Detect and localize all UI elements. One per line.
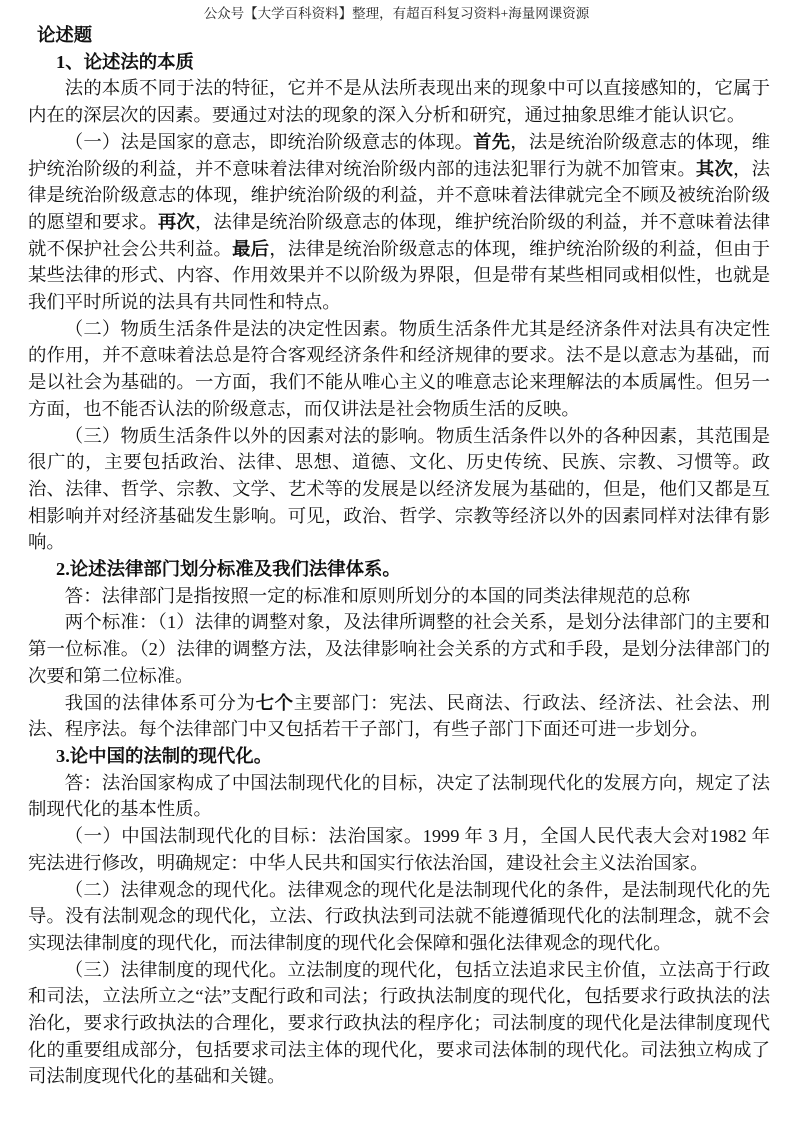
section-2-heading: 2.论述法律部门划分标准及我们法律体系。 xyxy=(56,559,401,580)
text-run: 我国的法律体系可分为 xyxy=(64,692,256,713)
section-3-heading: 3.论中国的法制的现代化。 xyxy=(56,745,273,766)
section-1-heading: 1、论述法的本质 xyxy=(56,51,194,72)
section-2-standards: 两个标准：（1）法律的调整对象，及法律所调整的社会关系，是划分法律部门的主要和第一位标准。（2）法律的调整方法，及法律影响社会关系的方式和手段，是划分法律部门的次要和第二位标准。 xyxy=(28,612,770,686)
document-body xyxy=(28,22,770,1090)
text-run: ，法律是统治阶级意志的体现，维护统治阶级的利益，并不意味着法律就不保护社会公共利益。 xyxy=(28,211,770,259)
section-3-point-1: （一）中国法制现代化的目标：法治国家。1999 年 3 月，全国人民代表大会对1982 年宪法进行修改，明确规定：中华人民共和国实行依法治国，建设社会主义法治国家。 xyxy=(28,826,770,873)
text-run: ，法律是统治阶级意志的体现，维护统治阶级的利益，但由于某些法律的形式、内容、作用效果并不以阶级为界限，但是带有某些相同或相似性，也就是我们平时所说的法具有共同性和特点。 xyxy=(28,238,770,313)
bold-run: 七个 xyxy=(255,692,294,713)
section-2-system xyxy=(28,690,770,743)
bold-run: 再次 xyxy=(157,211,195,232)
section-2-answer: 答：法律部门是指按照一定的标准和原则所划分的本国的同类法律规范的总称 xyxy=(64,585,691,606)
text-run: ，法律是统治阶级意志的体现，维护统治阶级的利益，并不意味着法律就完全不顾及被统治阶级的愿望和要求。 xyxy=(28,158,770,232)
section-1-point-3: （三）物质生活条件以外的因素对法的影响。物质生活条件以外的各种因素，其范围是很广的，主要包括政治、法律、思想、道德、文化、历史传统、民族、宗教、习惯等。政治、法律、哲学、宗教、文学、艺术等的发展是以经济发展为基础的，但是，他们又都是互相影响并对经济基础发生影响。可见，政治、哲学、宗教等经济以外的因素同样对法律有影响。 xyxy=(28,425,770,553)
section-1-intro: 法的本质不同于法的特征，它并不是从法所表现出来的现象中可以直接感知的，它属于内在的深层次的因素。要通过对法的现象的深入分析和研究，通过抽象思维才能认识它。 xyxy=(28,78,770,126)
page-header: 公众号【大学百科资料】整理，有超百科复习资料+海量网课资源 xyxy=(203,6,590,21)
text-run: （一）法是国家的意志，即统治阶级意志的体现。 xyxy=(64,131,474,152)
section-3-point-3: （三）法律制度的现代化。立法制度的现代化，包括立法追求民主价值，立法高于行政和司法，立法所立之“法”支配行政和司法；行政执法制度的现代化，包括要求行政执法的法治化，要求行政执法的合理化，要求行政执法的程序化；司法制度的现代化是法律制度现代化的重要组成部分，包括要求司法主体的现代化，要求司法体制的现代化。司法独立构成了司法制度现代化的基础和关键。 xyxy=(28,959,770,1087)
section-1-point-1 xyxy=(28,129,770,316)
document-title: 论述题 xyxy=(37,25,93,45)
bold-run: 其次 xyxy=(695,158,734,179)
section-1-point-2: （二）物质生活条件是法的决定性因素。物质生活条件尤其是经济条件对法具有决定性的作用，并不意味着法总是符合客观经济条件和经济规律的要求。法不是以意志为基础，而是以社会为基础的。一方面，我们不能从唯心主义的唯意志论来理解法的本质属性。但另一方面，也不能否认法的阶级意志，而仅讲法是社会物质生活的反映。 xyxy=(28,318,770,419)
text-run: ，法是统治阶级意志的体现，维护统治阶级的利益，并不意味着法律对统治阶级内部的违法犯罪行为就不加管束。 xyxy=(28,131,770,179)
text-run: 主要部门：宪法、民商法、行政法、经济法、社会法、刑法、程序法。每个法律部门中又包括若干子部门，有些子部门下面还可进一步划分。 xyxy=(28,692,770,740)
section-3-point-2: （二）法律观念的现代化。法律观念的现代化是法制现代化的条件，是法制现代化的先导。没有法制观念的现代化，立法、行政执法到司法就不能遵循现代化的法制理念，就不会实现法律制度的现代化，而法律制度的现代化会保障和强化法律观念的现代化。 xyxy=(28,879,770,953)
bold-run: 首先 xyxy=(473,131,511,152)
section-3-answer: 答：法治国家构成了中国法制现代化的目标，决定了法制现代化的发展方向，规定了法制现代化的基本性质。 xyxy=(28,772,770,820)
bold-run: 最后 xyxy=(232,238,270,259)
